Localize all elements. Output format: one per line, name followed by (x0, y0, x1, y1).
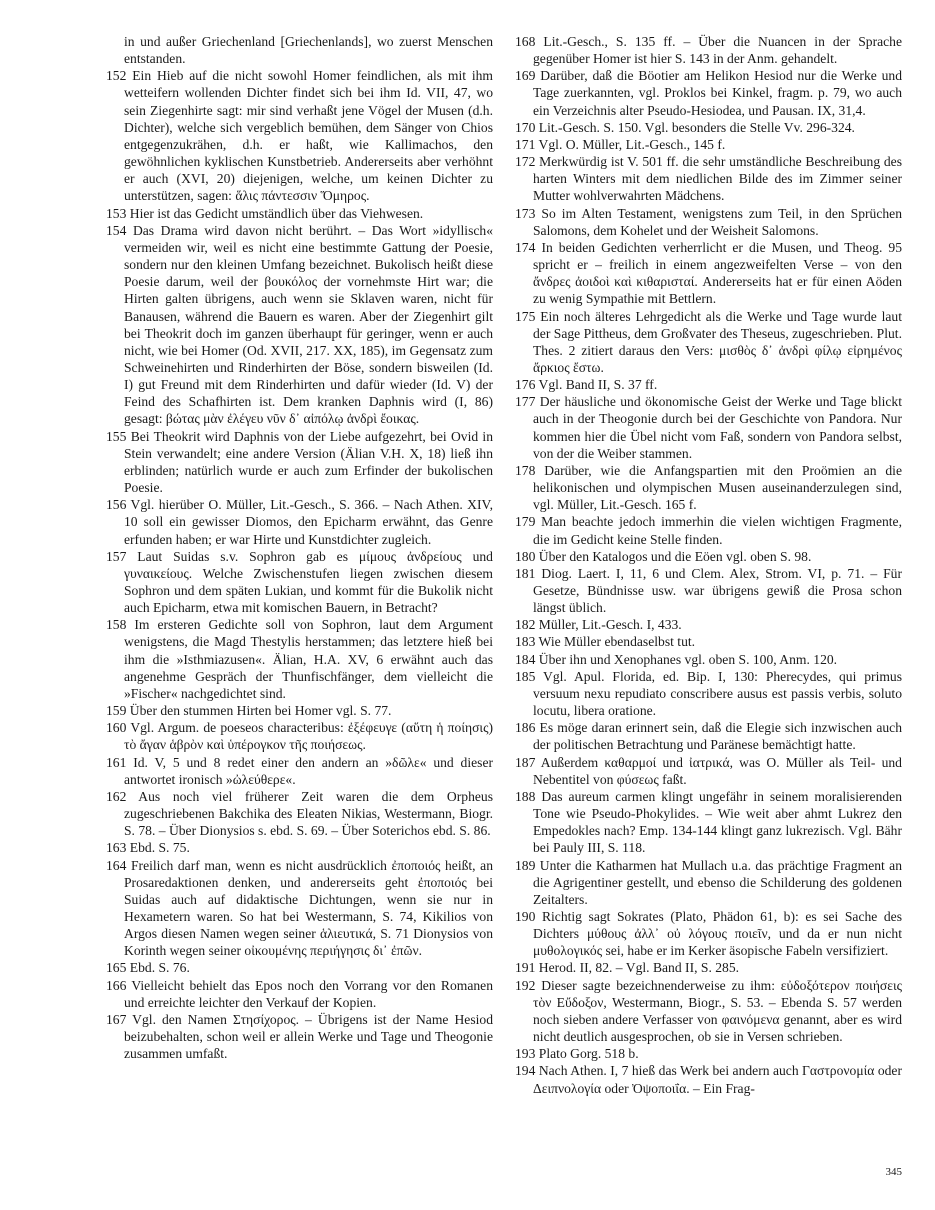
footnote (106, 222, 493, 428)
footnote-number: 175 (515, 308, 536, 324)
footnote (515, 857, 902, 908)
footnote-number: 165 (106, 960, 127, 976)
footnote-text: Id. V, 5 und 8 redet einer den andern an »δῶλε« und dieser antwortet ironisch »ὠλεύθερε«. (124, 754, 494, 787)
footnote-number: 188 (515, 788, 536, 804)
footnote-text: Vgl. Argum. de poeseos characteribus: ἐξέφευγε (αὕτη ἡ ποίησις) τὸ ἄγαν ἁβρὸν καὶ ὑπέρογκον τῆς ποιήσεως. (124, 720, 493, 753)
footnote-number: 194 (515, 1063, 536, 1079)
footnote-number: 179 (515, 514, 536, 530)
footnote-number: 174 (515, 239, 536, 255)
footnote-text: Richtig sagt Sokrates (Plato, Phädon 61, b): es sei Sache des Dichters μύθους ἀλλ᾽ οὐ λόγους ποιεῖν, und da er nun nicht μυθολογικός sei, habe er im Kerker äsopische Fabeln versifiziert. (533, 908, 902, 959)
footnote-text: Man beachte jedoch immerhin die vielen wichtigen Fragmente, die im Gedicht keine Stelle finden. (533, 514, 902, 547)
footnote (515, 308, 902, 377)
footnote (515, 616, 902, 633)
footnote-text: Nach Athen. I, 7 hieß das Werk bei andern auch Γαστρονομία oder Δειπνολογία oder Ὀψοποιΐα. – Ein Frag- (533, 1063, 902, 1096)
footnote-number: 180 (515, 548, 536, 564)
footnote (515, 977, 902, 1046)
footnote-text: Herod. II, 82. – Vgl. Band II, S. 285. (538, 960, 740, 976)
footnote-number: 181 (515, 565, 536, 581)
footnote-number: 164 (106, 857, 127, 873)
footnote (106, 839, 493, 856)
footnote-number: 152 (106, 68, 127, 84)
footnote (515, 513, 902, 547)
footnote-text: Das Drama wird davon nicht berührt. – Das Wort »idyllisch« vermeiden wir, weil es nicht eine bestimmte Gattung der Poesie, sondern nur den kleinen Umfang bezeichnet. Bukolisch heißt diese Poesie darum, weil der βουκόλος der vornehmste Hirt war; die Hirten galten übrigens, auch wenn sie Sklaven waren, nicht für Banausen, während die Bauern es waren. Aber der Ziegenhirt gilt bei Theokrit doch im ganzen überhaupt für geringer, wenn er auch nicht, wie bei Homer (Od. XVII, 217. XX, 185), im Gegensatz zum Schweinehirten und Rinderhirten der Böse, sondern bisweilen (Id. I) gut Freund mit dem Rinderhirten und dafür wieder (Id. V) der Feind des Schafhirten ist. Dem kranken Daphnis wird (I, 86) gesagt: βώτας μὰν ἐλέγευ νῦν δ᾽ αἰπόλῳ ἀνδρὶ ἔοικας. (124, 222, 493, 427)
right-column (515, 33, 902, 1097)
footnote-text: Dieser sagte bezeichnenderweise zu ihm: εὐδοξότερον ποιήσεις τὸν Εὔδοξον, Westermann, Biogr., S. 53. – Ebenda S. 57 werden noch sieben andere Verfasser von φαινόμενα genannt, aber es wird nicht deutlich ausgesprochen, ob sie in Versen schrieben. (533, 977, 903, 1045)
footnote (106, 1011, 493, 1062)
footnote-text: In beiden Gedichten verherrlicht er die Musen, und Theog. 95 spricht er – freilich in einem angezweifelten Verse – von den ἄνδρες ἀοιδοὶ καὶ κιθαρισταί. Andererseits hat er für einen Aöden zu wenig Sympathie mit Bettlern. (533, 239, 903, 307)
footnote-text: Müller, Lit.-Gesch. I, 433. (538, 617, 682, 633)
footnote-text: Der häusliche und ökonomische Geist der Werke und Tage blickt auch in der Theogonie durch bei der Geschichte von Pandora. Nur kommen hier die Übel nicht vom Faß, sondern von Pandora selbst, von der die Weiber stammen. (533, 394, 902, 461)
footnote-number: 187 (515, 754, 536, 770)
footnote-number: 182 (515, 617, 536, 633)
footnote-text: Das aureum carmen klingt ungefähr in seinem moralisierenden Tone wie Pseudo-Phokylides. – Wie weit aber ahmt Lukrez den Empedokles nach? Emp. 134-144 klingt ganz lukrezisch. Vgl. Bähr bei Pauly III, S. 118. (533, 788, 902, 856)
footnote (106, 33, 493, 67)
footnote-number: 186 (515, 720, 536, 736)
footnote-number: 157 (106, 548, 127, 564)
footnote (515, 719, 902, 753)
footnote (106, 977, 493, 1011)
footnote-number: 169 (515, 68, 536, 84)
footnote (515, 668, 902, 719)
footnote (106, 857, 493, 960)
footnote-number: 192 (515, 977, 536, 993)
footnote-text: Bei Theokrit wird Daphnis von der Liebe aufgezehrt, bei Ovid in Stein verwandelt; eine andere Version (Älian V.H. X, 18) ließ ihn erblinden; natürlich wurde er auch zum Erfinder der bukolischen Poesie. (124, 428, 494, 496)
left-column (106, 33, 493, 1062)
footnote-number: 191 (515, 960, 536, 976)
footnote (515, 565, 902, 616)
footnote-text: Es möge daran erinnert sein, daß die Elegie sich inzwischen auch der politischen Betrachtung und Paränese bemächtigt hatte. (533, 720, 903, 753)
footnote-text: Vgl. Band II, S. 37 ff. (538, 377, 658, 393)
footnote-text: Wie Müller ebendaselbst tut. (538, 634, 696, 650)
footnote-text: Freilich darf man, wenn es nicht ausdrücklich ἐποποιός heißt, an Prosaredaktionen denken, und andererseits geht ἐποποιός bei Suidas auch auf didaktische Dichtungen, wenn sie nur in Hexametern waren. So hat bei Westermann, S. 74, Kikilios von Argos diesen Namen wegen seiner ἁλιευτικά, S. 71 Dionysios von Korinth wegen seiner οἰκουμένης περιήγησις δι᾽ ἐπῶν. (124, 857, 494, 959)
footnote (106, 67, 493, 204)
footnote (106, 496, 493, 547)
footnote (515, 754, 902, 788)
footnote (106, 548, 493, 617)
footnote (106, 616, 493, 702)
footnote (515, 651, 902, 668)
footnote-text: Vgl. den Namen Στησίχορος. – Übrigens ist der Name Hesiod beizubehalten, schon weil er allein Werke und Tage und Theogonie zusammen umfaßt. (124, 1011, 493, 1062)
footnote-text: Vgl. O. Müller, Lit.-Gesch., 145 f. (538, 136, 726, 152)
footnote (106, 788, 493, 839)
footnote-number: 166 (106, 977, 127, 993)
footnote-number: 170 (515, 119, 536, 135)
footnote (106, 959, 493, 976)
footnote-number: 163 (106, 840, 127, 856)
footnote (515, 205, 902, 239)
footnote-number: 177 (515, 394, 536, 410)
footnote (515, 1045, 902, 1062)
footnote-text: Vielleicht behielt das Epos noch den Vorrang vor den Romanen und erreichte leichter den Verkauf der Kopien. (124, 977, 493, 1010)
footnote-number: 154 (106, 222, 127, 238)
footnote-text: Über den stummen Hirten bei Homer vgl. S. 77. (129, 703, 392, 719)
footnote-number: 172 (515, 154, 536, 170)
footnote-number: 171 (515, 136, 536, 152)
footnote-text: Ebd. S. 76. (129, 960, 190, 976)
footnote-text: Lit.-Gesch. S. 150. Vgl. besonders die Stelle Vv. 296-324. (538, 119, 855, 135)
footnote-number: 159 (106, 703, 127, 719)
footnote (515, 548, 902, 565)
footnote-number: 189 (515, 857, 536, 873)
footnote-number: 158 (106, 617, 127, 633)
footnote-number: 161 (106, 754, 127, 770)
footnote-text: Im ersteren Gedichte soll von Sophron, laut dem Argument wenigstens, die Magd Thestylis herstammen; das letztere hieß bei ihm die »Isthmiazusen«. Älian, H.A. XV, 6 erwähnt auch das angenehme Gespräch der Thunfischfänger, dem vielleicht die »Fischer« nachgedichtet sind. (124, 617, 493, 701)
footnote-text: Über ihn und Xenophanes vgl. oben S. 100, Anm. 120. (538, 651, 838, 667)
footnote-text: Aus noch viel früherer Zeit waren die dem Orpheus zugeschriebenen Bakchika des Eleaten Nikias, Westermann, Biogr. S. 78. – Über Dionysios s. ebd. S. 69. – Über Soterichos ebd. S. 86. (124, 788, 493, 839)
footnote-number: 185 (515, 668, 536, 684)
footnote-text: So im Alten Testament, wenigstens zum Teil, in den Sprüchen Salomons, dem Kohelet und der Weisheit Salomons. (533, 205, 903, 238)
footnote-text: Darüber, wie die Anfangspartien mit den Proömien an die helikonischen und olympischen Musen auseinanderzulegen sind, vgl. Müller, Lit.-Gesch. 165 f. (533, 462, 902, 513)
footnote (515, 153, 902, 204)
footnote (515, 633, 902, 650)
footnote (515, 136, 902, 153)
footnote (515, 462, 902, 513)
footnote-number: 178 (515, 462, 536, 478)
footnote (515, 959, 902, 976)
footnote-text: Über den Katalogos und die Eöen vgl. oben S. 98. (538, 548, 812, 564)
footnote-text: Darüber, daß die Böotier am Helikon Hesiod nur die Werke und Tage zuerkannten, vgl. Proklos bei Kinkel, fragm. p. 79, wo auch ein Verzeichnis alter Pseudo-Hesiodea, und Pausan. IX, 31,4. (533, 68, 903, 118)
footnote-text: Unter die Katharmen hat Mullach u.a. das prächtige Fragment an die Agrigentiner gestellt, und ebenso die Schilderung des goldenen Zeitalters. (533, 857, 902, 907)
footnote (515, 788, 902, 857)
footnote-text: Plato Gorg. 518 b. (538, 1046, 639, 1062)
footnote-text: Laut Suidas s.v. Sophron gab es μίμους ἀνδρείους und γυναικείους. Welche Zwischenstufen liegen zwischen diesem Sophron und dem späten Lukian, und kommt für die Bukolik nicht auch Epicharm, etwa mit komischen Bauern, in Betracht? (124, 548, 493, 616)
footnote-number: 153 (106, 205, 127, 221)
footnote-text: Vgl. hierüber O. Müller, Lit.-Gesch., S. 366. – Nach Athen. XIV, 10 soll ein gewisser Diomos, den Epicharm erwähnt, das Genre erfunden haben; er war Hirte und Kunstdichter zugleich. (124, 497, 493, 547)
footnote-number: 162 (106, 788, 127, 804)
footnote-text: Hier ist das Gedicht umständlich über das Viehwesen. (129, 205, 424, 221)
footnote-text: Vgl. Apul. Florida, ed. Bip. I, 130: Pherecydes, qui primus versuum nexu repudiato conscribere ausus est passis verbis, soluto locutu, libera oratione. (533, 668, 903, 719)
footnote-number: 193 (515, 1046, 536, 1062)
footnote-number: 173 (515, 205, 536, 221)
footnote (515, 908, 902, 959)
footnote-number: 184 (515, 651, 536, 667)
footnote (515, 67, 902, 118)
footnote-number: 168 (515, 34, 536, 49)
footnote-text: Ein Hieb auf die nicht sowohl Homer feindlichen, als mit ihm wetteifern wollenden Dichter findet sich bei ihm Id. VII, 47, wo sein Ziegenhirte sagt: mir sind verhaßt jene Vögel der Musen (d.h. Dichter), welche sich vergeblich bemühen, dem Sänger von Chios entgegenzukrähen, d.h. er haßt, wie Kallimachos, den gewöhnlichen kyklischen Kunstbetrieb. Andererseits aber verhöhnt er auch (XVI, 20) diejenigen, welche, um keinen Dichter zu unterstützen, sagen: ἅλις πάντεσσιν Ὅμηρος. (124, 68, 493, 204)
footnote-text: Ein noch älteres Lehrgedicht als die Werke und Tage wurde laut der Sage Pittheus, dem Großvater des Theseus, zugeschrieben. Plut. Thes. 2 zitiert daraus den Vers: μισθὸς δ᾽ ἀνδρὶ φίλῳ εἰρημένος ἄρκιος ἔστω. (533, 308, 902, 375)
footnote-text: Ebd. S. 75. (129, 840, 190, 856)
footnote-text: Merkwürdig ist V. 501 ff. die sehr umständliche Beschreibung des harten Winters mit dem niedlichen Bilde des im Zimmer seiner Mutter wohlverwahrten Mädchens. (533, 154, 902, 204)
footnote (106, 428, 493, 497)
footnote-number: 190 (515, 908, 536, 924)
footnote (515, 393, 902, 462)
footnote-text: Lit.-Gesch., S. 135 ff. – Über die Nuancen in der Sprache gegenüber Homer ist hier S. 143 in der Anm. gehandelt. (533, 34, 902, 67)
footnote-number: 160 (106, 720, 127, 736)
footnote (515, 239, 902, 308)
footnote (106, 205, 493, 222)
footnote (515, 119, 902, 136)
footnote-number: 167 (106, 1011, 127, 1027)
footnote-number: 156 (106, 497, 127, 513)
footnote (515, 1062, 902, 1096)
footnote (515, 376, 902, 393)
footnote-number: 155 (106, 428, 127, 444)
footnote (106, 754, 493, 788)
footnote-text: Außerdem καθαρμοί und ἰατρικά, was O. Müller als Teil- und Nebentitel von φύσεως faßt. (533, 754, 902, 787)
footnote-number: 176 (515, 377, 536, 393)
page-number: 345 (885, 1166, 902, 1178)
footnote-text: in und außer Griechenland [Griechenlands], wo zuerst Menschen entstanden. (124, 34, 493, 67)
footnote (515, 33, 902, 67)
footnote (106, 719, 493, 753)
footnote-text: Diog. Laert. I, 11, 6 und Clem. Alex, Strom. VI, p. 71. – Für Gesetze, Bündnisse usw. war übrigens gewiß die Prosa schon längst üblich. (533, 565, 903, 616)
footnote-number: 183 (515, 634, 536, 650)
footnote (106, 702, 493, 719)
